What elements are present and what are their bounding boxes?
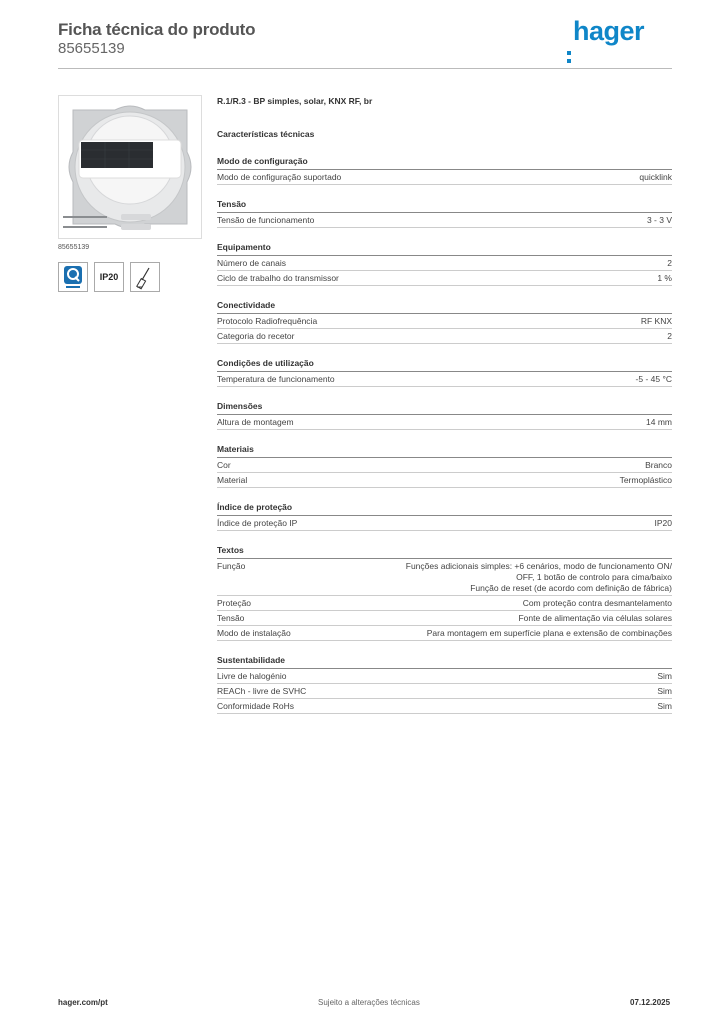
hager-logo: hager xyxy=(567,16,644,47)
spec-row xyxy=(217,669,672,684)
spec-group xyxy=(217,242,672,286)
footer-website[interactable]: hager.com/pt xyxy=(58,998,108,1007)
spec-row xyxy=(217,329,672,344)
product-name: R.1/R.3 - BP simples, solar, KNX RF, br xyxy=(217,96,373,106)
spec-group xyxy=(217,358,672,387)
footer-date: 07.12.2025 xyxy=(630,998,671,1007)
group-title: Condições de utilização xyxy=(217,358,672,372)
spec-value: 2 xyxy=(667,331,672,341)
spec-row xyxy=(217,458,672,473)
image-caption: 85655139 xyxy=(58,244,90,251)
spec-row xyxy=(217,473,672,488)
spec-row xyxy=(217,170,672,185)
screwdriver-icon xyxy=(130,262,160,292)
spec-row xyxy=(217,314,672,329)
spec-group xyxy=(217,401,672,430)
spec-group xyxy=(217,545,672,641)
spec-label: Conformidade RoHs xyxy=(217,701,295,711)
spec-value: -5 - 45 °C xyxy=(635,374,672,384)
spec-label: Tensão de funcionamento xyxy=(217,215,315,225)
spec-label: Cor xyxy=(217,460,231,470)
spec-label: REACh - livre de SVHC xyxy=(217,686,307,696)
spec-row xyxy=(217,213,672,228)
spec-label: Tensão xyxy=(217,613,245,623)
spec-value: Funções adicionais simples: +6 cenários, modo de funcionamento ON/ OFF, 1 botão de controlo para cima/baixo Função de reset (de acordo com definição de fábrica) xyxy=(405,561,672,593)
group-title: Conectividade xyxy=(217,300,672,314)
spec-value: Sim xyxy=(657,686,672,696)
spec-value: Termoplástico xyxy=(619,475,672,485)
group-title: Tensão xyxy=(217,199,672,213)
spec-value: 3 - 3 V xyxy=(646,215,672,225)
spec-group xyxy=(217,444,672,488)
section-title: Características técnicas xyxy=(217,129,315,139)
header-divider xyxy=(58,68,672,69)
ip20-badge: IP20 xyxy=(94,262,124,292)
spec-group xyxy=(217,502,672,531)
spec-value: Sim xyxy=(657,701,672,711)
footer-notice: Sujeito a alterações técnicas xyxy=(318,998,420,1007)
spec-group xyxy=(217,156,672,185)
spec-label: Altura de montagem xyxy=(217,417,294,427)
spec-content xyxy=(217,96,672,714)
spec-label: Índice de proteção IP xyxy=(217,518,298,528)
spec-label: Número de canais xyxy=(217,258,286,268)
spec-label: Modo de configuração suportado xyxy=(217,172,342,182)
spec-label: Proteção xyxy=(217,598,252,608)
spec-group xyxy=(217,199,672,228)
spec-label: Livre de halogénio xyxy=(217,671,287,681)
spec-row xyxy=(217,699,672,714)
spec-row xyxy=(217,256,672,271)
spec-value: Sim xyxy=(657,671,672,681)
spec-value: RF KNX xyxy=(640,316,672,326)
group-title: Sustentabilidade xyxy=(217,655,672,669)
product-image xyxy=(58,95,202,239)
spec-label: Temperatura de funcionamento xyxy=(217,374,335,384)
spec-row xyxy=(217,611,672,626)
spec-value: IP20 xyxy=(654,518,672,528)
spec-row xyxy=(217,372,672,387)
spec-value: Para montagem em superfície plana e extensão de combinações xyxy=(426,628,672,638)
spec-value: 2 xyxy=(667,258,672,268)
group-title: Índice de proteção xyxy=(217,502,672,516)
spec-label: Modo de instalação xyxy=(217,628,291,638)
group-title: Modo de configuração xyxy=(217,156,672,170)
spec-row xyxy=(217,559,672,596)
page-title: Ficha técnica do produto xyxy=(58,20,256,39)
group-title: Equipamento xyxy=(217,242,672,256)
spec-row xyxy=(217,626,672,641)
group-title: Dimensões xyxy=(217,401,672,415)
spec-row xyxy=(217,516,672,531)
spec-group xyxy=(217,300,672,344)
product-number: 85655139 xyxy=(58,40,125,57)
spec-value: 1 % xyxy=(657,273,672,283)
quicklink-icon xyxy=(58,262,88,292)
spec-row xyxy=(217,596,672,611)
spec-value: Fonte de alimentação via células solares xyxy=(518,613,672,623)
spec-label: Protocolo Radiofrequência xyxy=(217,316,318,326)
spec-value: Branco xyxy=(645,460,672,470)
spec-label: Material xyxy=(217,475,248,485)
spec-value: 14 mm xyxy=(646,417,672,427)
spec-value: quicklink xyxy=(639,172,672,182)
spec-row xyxy=(217,271,672,286)
spec-label: Categoria do recetor xyxy=(217,331,295,341)
spec-label: Ciclo de trabalho do transmissor xyxy=(217,273,339,283)
spec-label: Função xyxy=(217,561,246,571)
spec-row xyxy=(217,415,672,430)
spec-value: Com proteção contra desmantelamento xyxy=(522,598,672,608)
group-title: Materiais xyxy=(217,444,672,458)
spec-row xyxy=(217,684,672,699)
spec-group xyxy=(217,655,672,714)
group-title: Textos xyxy=(217,545,672,559)
